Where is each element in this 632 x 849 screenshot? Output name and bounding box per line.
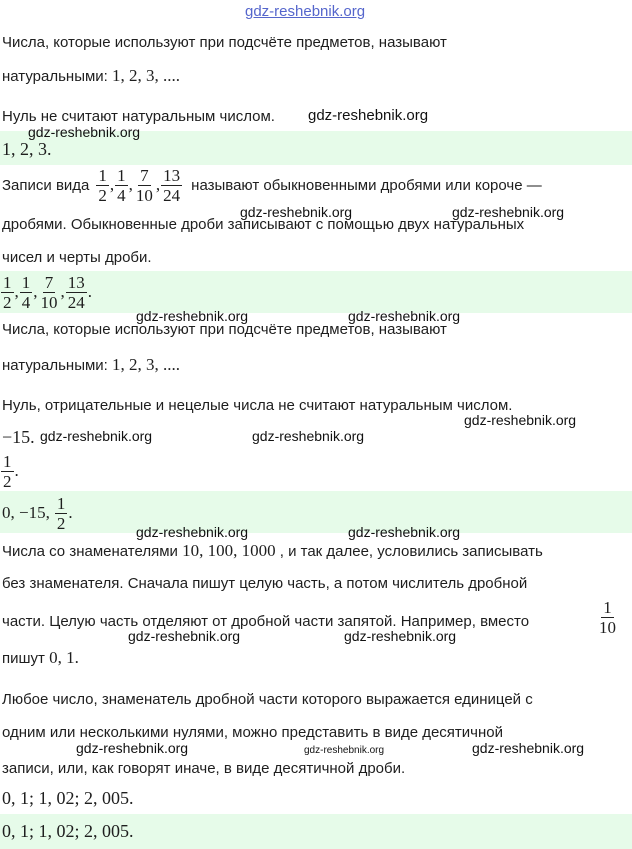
para2: Нуль не считают натуральным числом. bbox=[2, 108, 275, 125]
watermark: gdz-reshebnik.org bbox=[40, 428, 153, 444]
watermark: gdz-reshebnik.org bbox=[136, 308, 249, 324]
highlight-band-2 bbox=[0, 271, 632, 313]
para6-line3: части. Целую часть отделяют от дробной части запятой. Например, вместо bbox=[2, 613, 530, 630]
para7-line1: Любое число, знаменатель дробной части которого выражается единицей с bbox=[2, 691, 533, 708]
para5: Нуль, отрицательные и нецелые числа не считают натуральным числом. bbox=[2, 397, 513, 414]
watermark: gdz-reshebnik.org bbox=[252, 428, 365, 444]
para7-line3: записи, или, как говорят иначе, в виде десятичной дроби. bbox=[2, 760, 406, 777]
para6-line2: без знаменателя. Сначала пишут целую часть, а потом числитель дробной bbox=[2, 575, 528, 592]
para1-line1: Числа, которые используют при подсчёте предметов, называют bbox=[2, 34, 447, 51]
fraction-13-24: $\frac{13}{24}$ bbox=[163, 165, 181, 205]
para6-line1: Числа со знаменателями 10, 100, 1000 , и так далее, условились записывать bbox=[2, 541, 543, 560]
watermark: gdz-reshebnik.org bbox=[136, 524, 249, 540]
watermark: gdz-reshebnik.org bbox=[308, 107, 429, 124]
highlight4-math: 0, 1; 1, 02; 2, 005. bbox=[2, 821, 134, 841]
para7-line2: одним или несколькими нулями, можно представить в виде десятичной bbox=[2, 724, 503, 741]
watermark: gdz-reshebnik.org bbox=[464, 412, 577, 428]
para3-line3: чисел и черты дроби. bbox=[2, 249, 152, 266]
fraction-1-4: $\frac{1}{4}$ bbox=[117, 165, 126, 205]
watermark: gdz-reshebnik.org bbox=[28, 124, 141, 140]
para6-line4: пишут 0, 1. bbox=[2, 648, 79, 667]
watermark: gdz-reshebnik.org bbox=[128, 628, 241, 644]
para4-line1: Числа, которые используют при подсчёте предметов, называют bbox=[2, 321, 447, 338]
watermark: gdz-reshebnik.org bbox=[452, 204, 565, 220]
para1-line2: натуральными: 1, 2, 3, .... bbox=[2, 66, 181, 85]
watermark: gdz-reshebnik.org bbox=[240, 204, 353, 220]
watermark: gdz-reshebnik.org bbox=[348, 308, 461, 324]
para3-line1: Записи вида $\frac{1}{2}$ , $\frac{1}{4}$ , $\frac{7}{10}$ , $\frac{13}{24}$ называют обыкновенными дробями или короче — bbox=[2, 165, 542, 205]
watermark: gdz-reshebnik.org bbox=[76, 740, 189, 756]
fraction-7-10: $\frac{7}{10}$ bbox=[135, 165, 153, 205]
neg-fifteen: −15. bbox=[2, 427, 35, 447]
para7-math: 0, 1; 1, 02; 2, 005. bbox=[2, 788, 134, 808]
highlight1-math: 1, 2, 3. bbox=[2, 139, 52, 159]
fraction-1-2: $\frac{1}{2}$ bbox=[98, 165, 107, 205]
highlight-band-3 bbox=[0, 491, 632, 533]
watermark: gdz-reshebnik.org bbox=[304, 745, 385, 756]
watermark: gdz-reshebnik.org bbox=[348, 524, 461, 540]
highlight3-math: 0, −15, $\frac{1}{2}$ . bbox=[2, 493, 73, 533]
para3-line2: дробями. Обыкновенные дроби записывают с помощью двух натуральных bbox=[2, 216, 525, 233]
watermark-top-link[interactable]: gdz-reshebnik.org bbox=[245, 3, 366, 20]
watermark: gdz-reshebnik.org bbox=[472, 740, 585, 756]
half-fraction: $\frac{1}{2}$ . bbox=[3, 451, 19, 491]
para4-line2: натуральными: 1, 2, 3, .... bbox=[2, 355, 181, 374]
fraction-1-10: $\frac{1}{10}$ bbox=[599, 598, 616, 637]
highlight2-fractions: $\frac{1}{2}$ , $\frac{1}{4}$ , $\frac{7}{10}$ , $\frac{13}{24}$ . bbox=[3, 272, 92, 312]
watermark: gdz-reshebnik.org bbox=[344, 628, 457, 644]
